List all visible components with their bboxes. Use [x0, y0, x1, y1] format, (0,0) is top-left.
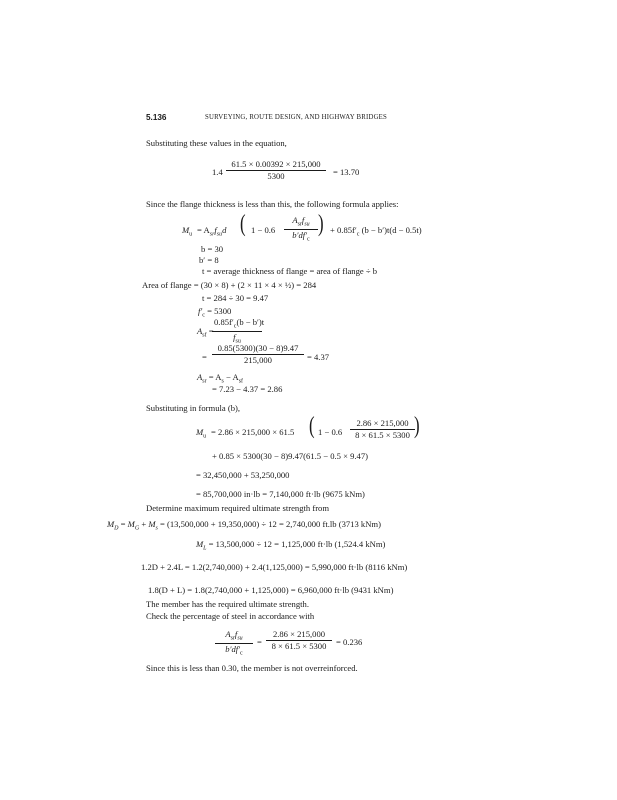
pct-lhs-fraction: $A_{sr}f_{su}$ $b'df'_c$	[215, 630, 253, 656]
mu2-line2: + 0.85 × 5300(30 − 8)9.47(61.5 − 0.5 × 9.47)	[212, 451, 368, 461]
t-value: t = 284 ÷ 30 = 9.47	[202, 293, 269, 303]
t-definition: t = average thickness of flange = area of flange ÷ b	[202, 266, 377, 276]
asr-value: = 7.23 − 4.37 = 2.86	[212, 384, 283, 394]
mu-rhs: = $A_{sr}f_{su}d$	[197, 225, 227, 238]
eq1-denominator: 5300	[267, 170, 285, 181]
mu2-fraction: 2.86 × 215,000 8 × 61.5 × 5300	[350, 419, 415, 439]
determine-text: Determine maximum required ultimate strength from	[146, 503, 330, 513]
asf-result: = 4.37	[307, 352, 330, 362]
mu2-lhs: $M_u$	[196, 427, 207, 440]
ml-line: $M_L = 13,500,000 \div 12 = 1,125,000$ ft·lb (1,524.4 kNm)	[196, 539, 386, 552]
document-page: 5.136 SURVEYING, ROUTE DESIGN, AND HIGHWAY BRIDGES Substituting these values in the equation, 1.4 61.5 × 0.00392 × 215,000 5300 = 13.70 Since the flange thickness is less than this, the following formula applies: $M_u$ = $A_{sr}f_{su}d$ ( 1 − 0.6 $A_{sr}f_{su}$ $b'df'_c$ ) + $0.85f'_c$ (b − b′)t(d − 0.5t) b = 30 b′ = 8 t = average thickness of flange = area of flange ÷ b Area of flange = (30 × 8) + (2 × 11 × 4 × ½) = 284 t = 284 ÷ 30 = 9.47 $f'_c = 5300$ $A_{sf}$ = $0.85f'_c(b - b')t$ $f_{su}$ = 0.85(5300)(30 − 8)9.47 215,000 = 4.37 $A_{sr} = A_s - A_{sf}$ = 7.23 − 4.37 = 2.86 Substituting in formula (b), $M_u$ = 2.86 × 215,000 × 61.5 ( 1 − 0.6 2.86 × 215,000 8 × 61.5 × 5300 ) + 0.85 × 5300(30 − 8)9.47(61.5 − 0.5 × 9.47) = 32,450,000 + 53,250,000 = 85,700,000 in·lb = 7,140,000 ft·lb (9675 kNm) Determine maximum required ultimate strength from $M_D = M_G + M_s = (13,500,000 + 19,350,000) \div 12 = 2,740,000$ ft.lb (3713 kNm) $M_L = 13,500,000 \div 12 = 1,125,000$ ft·lb (1,524.4 kNm) 1.2D + 2.4L = 1.2(2,740,000) + 2.4(1,125,000) = 5,990,000 ft·lb (8116 kNm) 1.8(D + L) = 1.8(2,740,000 + 1,125,000) = 6,960,000 ft·lb (9431 kNm) The member has the required ultimate strength. Check the percentage of steel in accordance with $A_{sr}f_{su}$ $b'df'_c$ = 2.86 × 215,000 8 × 61.5 × 5300 = 0.236 Since this is less than 0.30, the member is not overreinforced.	[107, 113, 422, 673]
eq1-fraction	[226, 160, 326, 180]
mu2-rhs: = 2.86 × 215,000 × 61.5	[211, 427, 295, 437]
combo1-line: 1.2D + 2.4L = 1.2(2,740,000) + 2.4(1,125,000) = 5,990,000 ft·lb (8116 kNm)	[141, 562, 408, 572]
md-line: $M_D = M_G + M_s = (13,500,000 + 19,350,000) \div 12 = 2,740,000$ ft.lb (3713 kNm)	[107, 519, 381, 532]
mu-tail: + $0.85f'_c$ (b − b′)t(d − 0.5t)	[330, 225, 422, 238]
asr-line: $A_{sr} = A_s - A_{sf}$	[197, 372, 244, 385]
b-line: b = 30	[201, 244, 224, 254]
substituting-text: Substituting in formula (b),	[146, 403, 241, 413]
area-of-flange: Area of flange = (30 × 8) + (2 × 11 × 4 × ½) = 284	[142, 280, 317, 290]
asf-fraction: $0.85f'_c(b - b')t$ $f_{su}$	[214, 317, 265, 345]
page-number: 5.136	[146, 113, 167, 122]
asf-calc-fraction: 0.85(5300)(30 − 8)9.47 215,000	[212, 344, 304, 364]
running-title: SURVEYING, ROUTE DESIGN, AND HIGHWAY BRIDGES	[205, 114, 388, 121]
member-ok-text: The member has the required ultimate strength.	[146, 599, 309, 609]
pct-fraction: 2.86 × 215,000 8 × 61.5 × 5300	[266, 630, 332, 650]
flange-text: Since the flange thickness is less than this, the following formula applies:	[146, 199, 399, 209]
check-pct-text: Check the percentage of steel in accordance with	[146, 611, 315, 621]
eq1-result: = 13.70	[333, 167, 360, 177]
pct-result: = 0.236	[336, 637, 363, 647]
fc-line: $f'_c = 5300$	[198, 306, 232, 319]
mu-fraction: $A_{sr}f_{su}$ $b'df'_c$	[284, 216, 318, 242]
eq1-factor: 1.4	[212, 167, 223, 177]
eq1-numerator: 61.5 × 0.00392 × 215,000	[231, 159, 321, 169]
mu2-line3: = 32,450,000 + 53,250,000	[196, 470, 290, 480]
bprime-line: b′ = 8	[199, 255, 219, 265]
mu-lhs: $M_u$	[182, 225, 193, 238]
conclusion-text: Since this is less than 0.30, the member is not overreinforced.	[146, 663, 358, 673]
intro-text: Substituting these values in the equation,	[146, 138, 287, 148]
mu-open: 1 − 0.6	[251, 225, 276, 235]
combo2-line: 1.8(D + L) = 1.8(2,740,000 + 1,125,000) = 6,960,000 ft·lb (9431 kNm)	[148, 585, 394, 595]
mu2-open: 1 − 0.6	[318, 427, 343, 437]
asf-lhs: $A_{sf}$ =	[197, 326, 214, 339]
mu2-line4: = 85,700,000 in·lb = 7,140,000 ft·lb (9675 kNm)	[196, 489, 365, 499]
